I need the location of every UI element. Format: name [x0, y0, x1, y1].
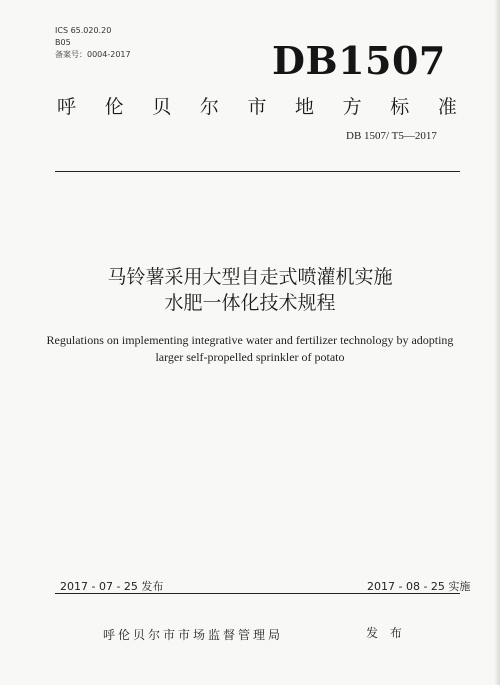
- ics-code: ICS 65.020.20: [55, 26, 112, 35]
- record-number: 备案号：0004-2017: [55, 50, 131, 59]
- standard-type-char: 市: [247, 96, 267, 118]
- standard-type-char: 地: [295, 96, 315, 118]
- standard-type-char: 方: [342, 96, 362, 118]
- publish-label: 发 布: [366, 626, 406, 640]
- chinese-title-line-2: 水肥一体化技术规程: [164, 292, 336, 314]
- standard-type-heading: [57, 92, 457, 119]
- chinese-title-line-1: 马铃薯采用大型自走式喷灌机实施: [107, 266, 393, 288]
- standard-type-char: 尔: [199, 96, 219, 118]
- standard-number: DB 1507/ T5—2017: [346, 130, 437, 142]
- english-title-line-2: larger self-propelled sprinkler of potato: [155, 350, 345, 364]
- standard-type-char: 贝: [152, 96, 172, 118]
- standard-type-char: 标: [390, 96, 410, 118]
- standard-type-char: 准: [437, 96, 457, 118]
- publisher-name: 呼伦贝尔市市场监督管理局: [103, 628, 284, 642]
- header-divider: [55, 171, 460, 172]
- standard-type-char: 伦: [104, 96, 124, 118]
- ccs-code: B05: [55, 38, 71, 47]
- standard-code-logo: DB1507: [272, 38, 446, 83]
- scan-edge-shadow: [494, 0, 500, 685]
- implementation-date: 2017 - 08 - 25 实施: [367, 580, 471, 593]
- footer-divider: [55, 593, 460, 594]
- standard-type-char: 呼: [57, 96, 77, 118]
- issue-date: 2017 - 07 - 25 发布: [60, 580, 164, 593]
- english-title-line-1: Regulations on implementing integrative water and fertilizer technology by adopting: [46, 333, 454, 347]
